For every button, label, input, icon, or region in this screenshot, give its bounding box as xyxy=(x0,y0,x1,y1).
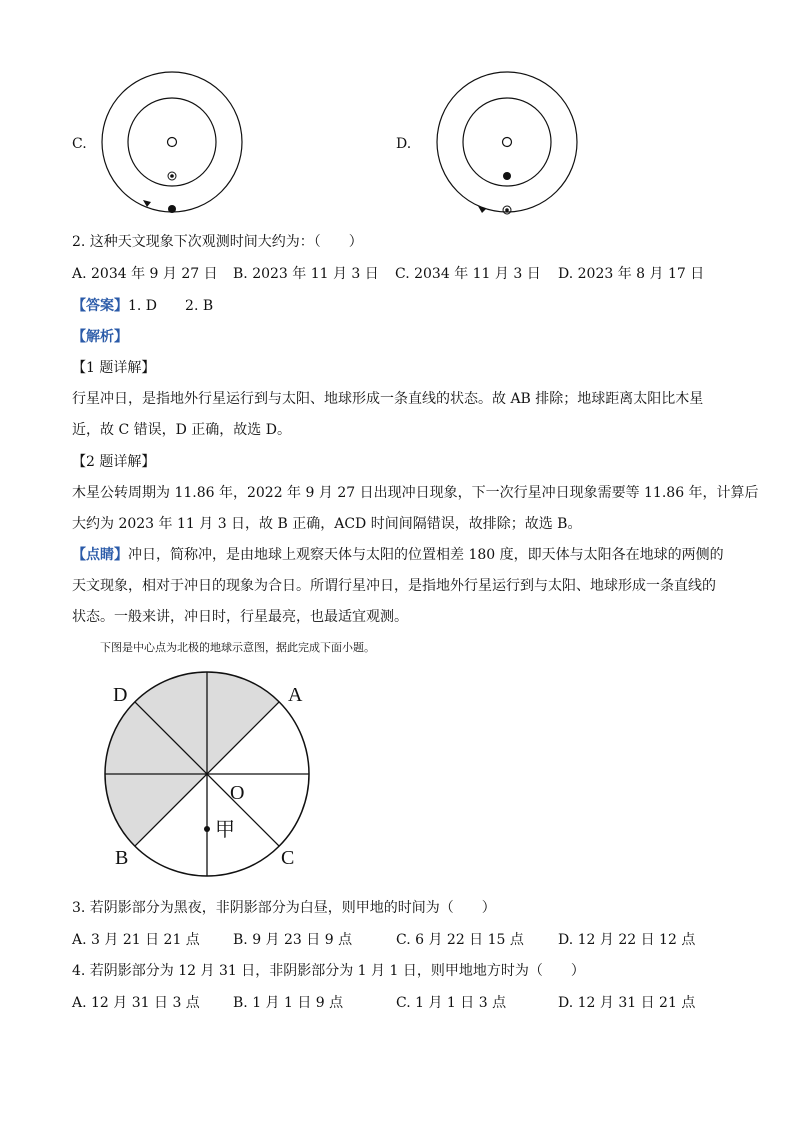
q3-option-c: C. 6 月 22 日 15 点 xyxy=(396,932,524,948)
answer-tag: 【答案】 xyxy=(72,298,128,314)
outer-orbit xyxy=(102,72,242,212)
q3-option-a: A. 3 月 21 日 21 点 xyxy=(72,932,200,948)
q2-option-b: B. 2023 年 11 月 3 日 xyxy=(233,266,379,282)
inner-orbit xyxy=(128,98,216,186)
sun-symbol xyxy=(168,138,177,147)
detail-2-line-1: 木星公转周期为 11.86 年，2022 年 9 月 27 日出现冲日现象，下一次行星冲日现象需要等 11.86 年，计算后 xyxy=(72,485,759,501)
jupiter-symbol xyxy=(168,205,176,213)
tip-tag: 【点睛】 xyxy=(72,547,128,563)
label-b: B xyxy=(115,847,129,869)
option-d-label: D. xyxy=(396,136,412,152)
detail-1-line-2: 近，故 C 错误，D 正确，故选 D。 xyxy=(72,422,291,438)
point-jia-marker xyxy=(204,826,210,832)
sun-symbol xyxy=(503,138,512,147)
q2-option-d: D. 2023 年 8 月 17 日 xyxy=(558,266,705,282)
q4-option-a: A. 12 月 31 日 3 点 xyxy=(72,995,200,1011)
q3-option-d: D. 12 月 22 日 12 点 xyxy=(558,932,696,948)
q3-option-b: B. 9 月 23 日 9 点 xyxy=(233,932,353,948)
q2-option-c: C. 2034 年 11 月 3 日 xyxy=(395,266,541,282)
outer-orbit xyxy=(437,72,577,212)
analysis-tag: 【解析】 xyxy=(72,329,128,345)
earth-symbol-core xyxy=(505,208,509,212)
polar-globe-diagram xyxy=(90,665,410,905)
earth-symbol-core xyxy=(170,174,174,178)
detail-2-line-2: 大约为 2023 年 11 月 3 日，故 B 正确，ACD 时间间隔错误，故排除；故选 B。 xyxy=(72,516,582,532)
question-2-stem: 2. 这种天文现象下次观测时间大约为：（ ） xyxy=(72,234,363,250)
q4-option-d: D. 12 月 31 日 21 点 xyxy=(558,995,696,1011)
answer-text: 1. D 2. B xyxy=(128,298,214,314)
label-jia: 甲 xyxy=(215,817,235,841)
label-o: O xyxy=(230,782,245,804)
question-4-stem: 4. 若阴影部分为 12 月 31 日，非阴影部分为 1 月 1 日，则甲地地方时为（ ） xyxy=(72,963,585,979)
q4-option-c: C. 1 月 1 日 3 点 xyxy=(396,995,507,1011)
orbit-diagram-d xyxy=(432,70,582,220)
answer-line xyxy=(72,298,213,314)
label-a: A xyxy=(288,684,303,706)
tip-line-2: 天文现象，相对于冲日的现象为合日。所谓行星冲日，是指地外行星运行到与太阳、地球形成一条直线的 xyxy=(72,578,716,594)
night-shade xyxy=(207,672,279,774)
option-c-label: C. xyxy=(72,136,87,152)
q4-option-b: B. 1 月 1 日 9 点 xyxy=(233,995,344,1011)
tip-text-1: 冲日，简称冲，是由地球上观察天体与太阳的位置相差 180 度，即天体与太阳各在地球的两侧的 xyxy=(128,547,724,563)
orbit-diagram-c xyxy=(97,70,247,220)
label-c: C xyxy=(281,847,295,869)
label-d: D xyxy=(113,684,128,706)
jupiter-symbol xyxy=(503,172,511,180)
detail-1-line-1: 行星冲日，是指地外行星运行到与太阳、地球形成一条直线的状态。故 AB 排除；地球距离太阳比木星 xyxy=(72,391,704,407)
q2-option-a: A. 2034 年 9 月 27 日 xyxy=(72,266,218,282)
detail-1-title: 【1 题详解】 xyxy=(72,360,156,376)
tip-line-1 xyxy=(72,547,724,563)
detail-2-title: 【2 题详解】 xyxy=(72,454,156,470)
tip-line-3: 状态。一般来讲，冲日时，行星最亮，也最适宜观测。 xyxy=(72,609,408,625)
figure-intro: 下图是中心点为北极的地球示意图，据此完成下面小题。 xyxy=(100,641,375,654)
night-shade-bottom-left xyxy=(105,774,207,846)
analysis-line xyxy=(72,329,128,345)
question-3-stem: 3. 若阴影部分为黑夜，非阴影部分为白昼，则甲地的时间为（ ） xyxy=(72,900,496,916)
